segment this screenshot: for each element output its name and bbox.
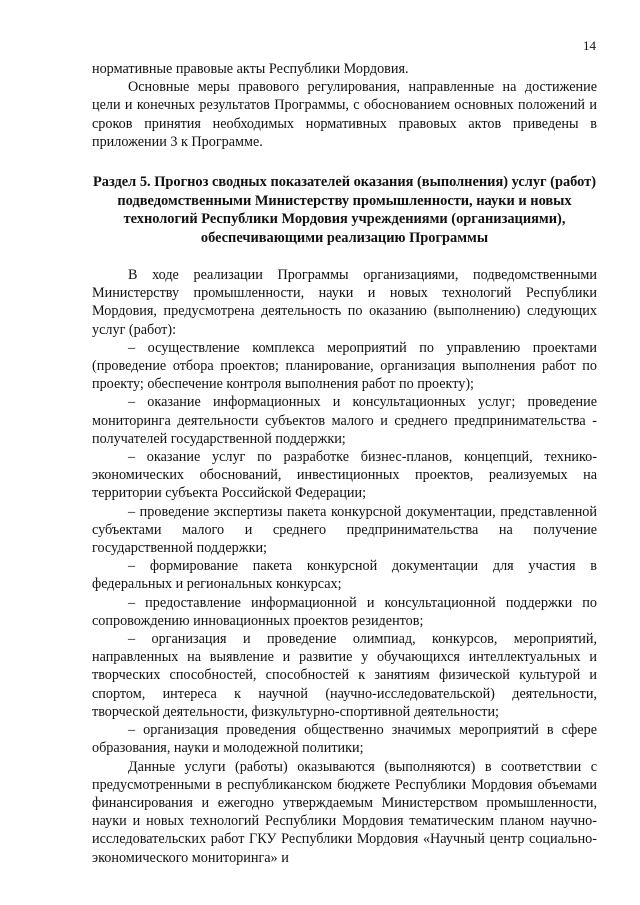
list-item: – организация проведения общественно значимых мероприятий в сфере образования, науки и молодежной политики; bbox=[92, 722, 597, 757]
list-item: – предоставление информационной и консультационной поддержки по сопровождению инновационных проектов резидентов; bbox=[92, 594, 597, 629]
closing-paragraph: Данные услуги (работы) оказываются (выполняются) в соответствии с предусмотренными в республиканском бюджете Республики Мордовия объемами финансирования и ежегодно утверждаемым Министерством промышленности, науки и новых технологий Республики Мордовия тематическим планом научно-исследовательских работ ГКУ Республики Мордовия «Научный центр социально-экономического мониторинга» и bbox=[92, 758, 597, 866]
document-body bbox=[92, 60, 597, 867]
list-item: – осуществление комплекса мероприятий по управлению проектами (проведение отбора проектов; планирование, организация выполнения работ по проекту; обеспечение контроля выполнения работ по проекту); bbox=[92, 339, 597, 393]
continued-paragraph: нормативные правовые акты Республики Мордовия. bbox=[92, 61, 409, 77]
regulation-paragraph: Основные меры правового регулирования, направленные на достижение цели и конечных результатов Программы, с обоснованием основных положений и сроков принятия необходимых нормативных правовых актов приведены в приложении 3 к Программе. bbox=[92, 79, 597, 150]
list-item: – оказание услуг по разработке бизнес-планов, концепций, технико-экономических обоснований, инвестиционных проектов, реализуемых на территории субъекта Российской Федерации; bbox=[92, 449, 597, 502]
list-item: – организация и проведение олимпиад, конкурсов, мероприятий, направленных на выявление и развитие у обучающихся интеллектуальных и творческих способностей, способностей к занятиям физической культурой и спортом, интереса к научной (научно-исследовательской) деятельности, творческой деятельности, физкультурно-спортивной деятельности; bbox=[92, 631, 597, 720]
section-heading: Раздел 5. Прогноз сводных показателей оказания (выполнения) услуг (работ) подведомственными Министерству промышленности, науки и новых технологий Республики Мордовия учреждениями (организациями), обеспечивающими реализацию Программы bbox=[92, 174, 597, 246]
list-item: – оказание информационных и консультационных услуг; проведение мониторинга деятельности субъектов малого и среднего предпринимательства - получателей государственной поддержки; bbox=[92, 394, 597, 447]
page-number: 14 bbox=[583, 38, 596, 53]
intro-paragraph: В ходе реализации Программы организациями, подведомственными Министерству промышленности, науки и новых технологий Республики Мордовия, предусмотрена деятельность по оказанию (выполнению) следующих услуг (работ): bbox=[92, 267, 597, 338]
list-item: – формирование пакета конкурсной документации для участия в федеральных и региональных конкурсах; bbox=[92, 558, 597, 593]
list-item: – проведение экспертизы пакета конкурсной документации, представленной субъектами малого и среднего предпринимательства на получение государственной поддержки; bbox=[92, 503, 597, 557]
